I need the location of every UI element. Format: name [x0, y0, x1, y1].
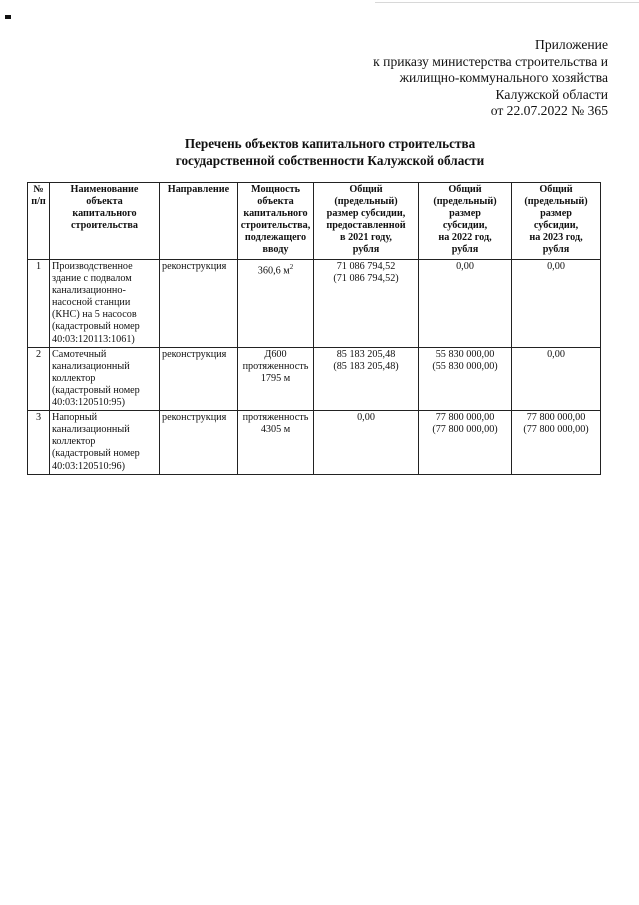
row-name: [50, 347, 160, 410]
cell-text-line: 40:03:120113:1061): [52, 333, 135, 345]
cell-text-line: размер: [540, 208, 572, 220]
header-capacity: [238, 183, 314, 260]
cell-text-line: 4305 м: [260, 424, 291, 436]
page-edge-mark: [5, 15, 11, 19]
cell-text-line: (77 800 000,00): [523, 424, 589, 436]
appendix-date-line: от 22.07.2022 № 365: [490, 103, 608, 119]
appendix-line: Калужской области: [495, 86, 608, 102]
cell-text-line: (предельный): [334, 196, 398, 208]
row-total-2023: [512, 411, 601, 474]
row-total-2021: [314, 347, 419, 410]
cell-text-line: 0,00: [357, 412, 375, 424]
cell-text-line: размер субсидии,: [326, 208, 406, 220]
appendix-line: жилищно-коммунального хозяйства: [399, 70, 608, 86]
cell-text-line: 77 800 000,00: [526, 412, 586, 424]
cell-text-line: (71 086 794,52): [333, 273, 399, 285]
cell-text-line: объекта: [257, 196, 294, 208]
row-capacity: [238, 411, 314, 474]
header-num: [28, 183, 50, 260]
cell-text-line: Общий: [349, 184, 383, 195]
row-total-2022: [419, 411, 512, 474]
header-total-2022: [419, 183, 512, 260]
cell-text-line: Общий: [539, 184, 573, 195]
cell-text-line: строительства,: [240, 220, 311, 232]
cell-text-line: рубля: [542, 244, 570, 256]
cell-text-line: 40:03:120510:95): [52, 397, 126, 409]
cell-text-line: 85 183 205,48: [336, 348, 396, 360]
row-total-2023: [512, 347, 601, 410]
row-total-2022: [419, 347, 512, 410]
cell-text-line: Напорный: [52, 412, 98, 424]
row-num: 2: [28, 347, 50, 410]
cell-text-line: субсидии,: [442, 220, 488, 232]
cell-text-line: канализационный: [52, 424, 130, 436]
row-capacity: [238, 260, 314, 348]
header-name: [50, 183, 160, 260]
capacity-value: 360,6 м: [257, 265, 290, 277]
table-row: [28, 260, 601, 348]
cell-text-line: протяженность: [242, 412, 309, 424]
cell-text-line: (кадастровый номер: [52, 384, 140, 396]
cell-text-line: 40:03:120510:96): [52, 460, 126, 472]
cell-text-line: 55 830 000,00: [435, 348, 495, 360]
row-direction: реконструкция: [160, 260, 238, 348]
objects-table: [27, 182, 601, 475]
cell-text-line: (85 183 205,48): [333, 360, 399, 372]
row-total-2022: [419, 260, 512, 348]
cell-text-line: 0,00: [547, 348, 565, 360]
cell-text-line: субсидии,: [533, 220, 579, 232]
header-total-2023: [512, 183, 601, 260]
cell-text-line: капитального: [72, 208, 137, 220]
cell-text-line: 0,00: [456, 261, 474, 272]
cell-text-line: №: [33, 184, 44, 195]
row-total-2021: [314, 260, 419, 348]
table-row: [28, 411, 601, 474]
cell-text-line: канализационный: [52, 360, 130, 372]
cell-text-line: Наименование: [70, 184, 139, 195]
capacity-unit-superscript: 2: [289, 263, 294, 271]
cell-text-line: Мощность: [250, 184, 301, 195]
cell-text-line: (55 830 000,00): [432, 360, 498, 372]
row-total-2023: [512, 260, 601, 348]
appendix-line: к приказу министерства строительства и: [373, 53, 608, 69]
cell-text-line: (кадастровый номер: [52, 448, 140, 460]
cell-text-line: протяженность: [242, 360, 309, 372]
title-line-2: государственной собственности Калужской области: [175, 152, 485, 168]
row-num: 3: [28, 411, 50, 474]
cell-text-line: 1795 м: [260, 372, 291, 384]
row-direction: реконструкция: [160, 411, 238, 474]
row-name: [50, 260, 160, 348]
table-row: [28, 347, 601, 410]
appendix-line: Приложение: [535, 37, 608, 52]
row-capacity: [238, 347, 314, 410]
cell-text-line: строительства: [70, 220, 139, 232]
cell-text-line: п/п: [31, 196, 46, 208]
cell-text-line: здание с подвалом: [52, 273, 132, 285]
cell-text-line: на 2023 год,: [529, 232, 583, 244]
row-name: [50, 411, 160, 474]
cell-text-line: размер: [449, 208, 481, 220]
cell-text-line: на 2022 год,: [438, 232, 492, 244]
cell-text-line: 0,00: [547, 261, 565, 272]
cell-text-line: подлежащего: [244, 232, 307, 244]
cell-text-line: (КНС) на 5 насосов: [52, 309, 137, 321]
cell-text-line: (предельный): [433, 196, 497, 208]
cell-text-line: (кадастровый номер: [52, 321, 140, 333]
table-header-row: [28, 183, 601, 260]
page-top-rule: [375, 2, 639, 3]
cell-text-line: капитального: [243, 208, 308, 220]
cell-text-line: Общий: [448, 184, 482, 195]
cell-text-line: Производственное: [52, 261, 133, 272]
row-total-2021: [314, 411, 419, 474]
appendix-block: [373, 37, 608, 120]
cell-text-line: Д600: [264, 348, 287, 360]
document-title: [0, 136, 639, 169]
header-total-2021: [314, 183, 419, 260]
cell-text-line: рубля: [451, 244, 479, 256]
cell-text-line: Самотечный: [52, 348, 107, 360]
cell-text-line: рубля: [352, 244, 380, 256]
title-line-1: Перечень объектов капитального строительства: [184, 136, 476, 151]
cell-text-line: 71 086 794,52: [336, 261, 396, 272]
cell-text-line: (77 800 000,00): [432, 424, 498, 436]
header-direction: [160, 183, 238, 260]
cell-text-line: коллектор: [52, 372, 96, 384]
cell-text-line: канализационно-: [52, 285, 126, 297]
row-num: 1: [28, 260, 50, 348]
cell-text-line: 77 800 000,00: [435, 412, 495, 424]
row-direction: реконструкция: [160, 347, 238, 410]
cell-text-line: в 2021 году,: [340, 232, 392, 244]
cell-text-line: Направление: [167, 184, 230, 195]
cell-text-line: насосной станции: [52, 297, 131, 309]
cell-text-line: коллектор: [52, 436, 96, 448]
cell-text-line: (предельный): [524, 196, 588, 208]
cell-text-line: объекта: [86, 196, 123, 208]
cell-text-line: предоставленной: [326, 220, 406, 232]
cell-text-line: вводу: [262, 244, 289, 256]
